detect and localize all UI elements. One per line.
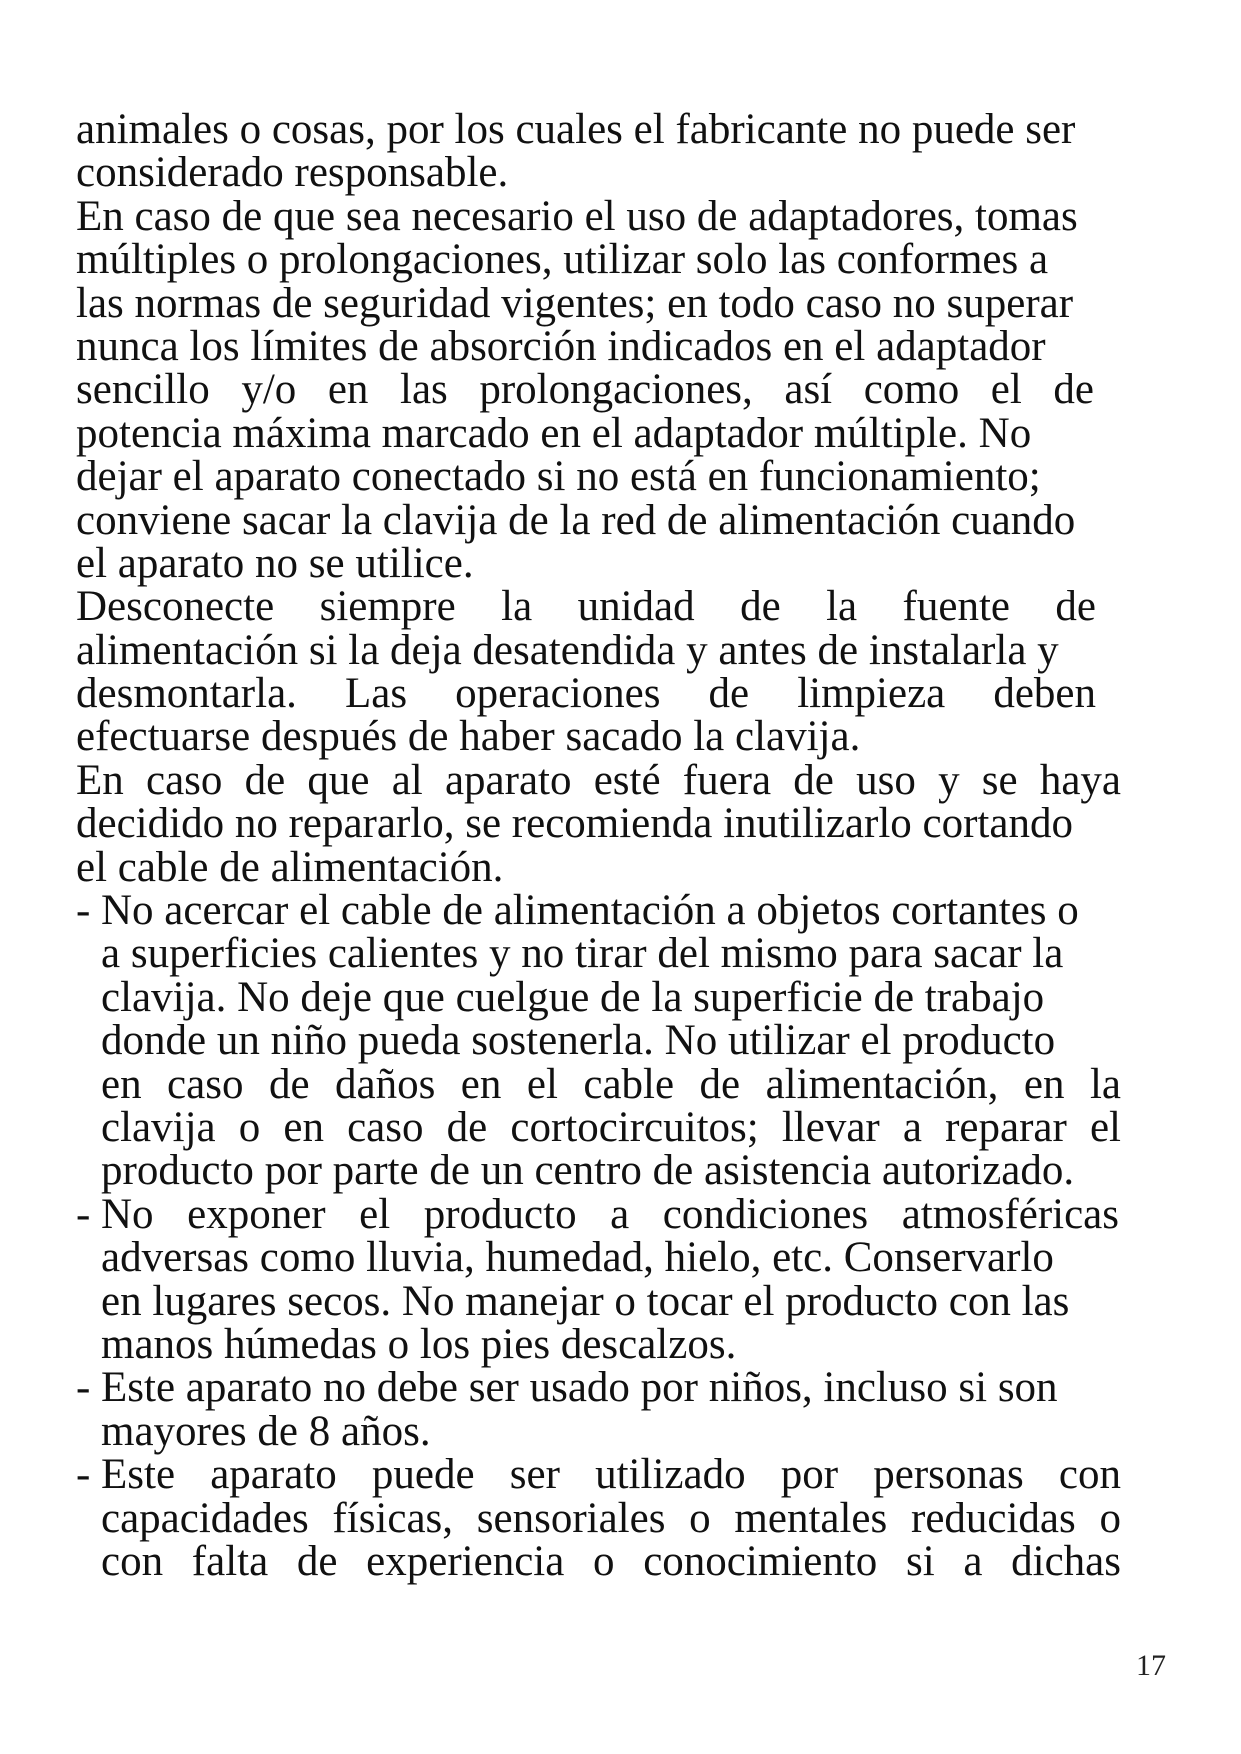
page-number: 17 [1136,1649,1166,1682]
bullet-dash: - [76,1190,91,1238]
text-line: donde un niño pueda sostenerla. No utilizar el producto [101,1017,1056,1065]
bullet-text [76,889,1176,1193]
text-line: desmontarla. Las operaciones de limpieza deben [76,670,1096,718]
bullet-dash: - [76,1451,91,1499]
document-body [76,108,1176,1583]
text-line: con falta de experiencia o conocimiento si a dichas [101,1537,1121,1585]
paragraph-2 [76,192,1176,587]
text-line: decidido no repararlo, se recomienda inutilizarlo cortando [76,800,1073,848]
text-line: manos húmedas o los pies descalzos. [101,1320,737,1368]
text-line: animales o cosas, por los cuales el fabricante no puede ser [76,106,1076,153]
text-line: dejar el aparato conectado si no está en funcionamiento; [76,453,1041,501]
paragraph-4 [76,756,1176,891]
paragraph-3 [76,585,1176,759]
paragraph-1 [76,108,1176,195]
text-line: a superficies calientes y no tirar del mismo para sacar la [101,930,1064,978]
bullet-item [76,1190,1176,1368]
text-line: No acercar el cable de alimentación a objetos cortantes o [101,887,1079,935]
text-line: adversas como lluvia, humedad, hielo, etc. Conservarlo [101,1234,1054,1282]
text-line: alimentación si la deja desatendida y antes de instalarla y [76,626,1059,674]
text-line: mayores de 8 años. [101,1407,431,1455]
text-line: el cable de alimentación. [76,843,504,891]
text-line: el aparato no se utilice. [76,539,474,587]
bullet-dash: - [76,1364,91,1412]
text-line: en lugares secos. No manejar o tocar el producto con las [101,1277,1070,1325]
text-line: las normas de seguridad vigentes; en todo caso no superar [76,279,1074,327]
text-line: clavija o en caso de cortocircuitos; llevar a reparar el [101,1103,1121,1151]
text-line: En caso de que al aparato esté fuera de uso y se haya [76,756,1121,804]
text-line: No exponer el producto a condiciones atmosféricas [101,1190,1119,1238]
text-line: Este aparato no debe ser usado por niños, incluso si son [101,1364,1058,1412]
text-line: clavija. No deje que cuelgue de la superficie de trabajo [101,973,1045,1021]
bullet-text [76,1366,1176,1453]
text-line: considerado responsable. [76,149,509,197]
bullet-text [76,1453,1176,1583]
bullet-item [76,1366,1176,1453]
text-line: efectuarse después de haber sacado la clavija. [76,713,861,761]
text-line: En caso de que sea necesario el uso de adaptadores, tomas [76,192,1078,240]
text-line: en caso de daños en el cable de alimentación, en la [101,1060,1121,1108]
text-line: múltiples o prolongaciones, utilizar solo las conformes a [76,236,1049,284]
bullet-item [76,1453,1176,1583]
bullet-dash: - [76,887,91,935]
text-line: conviene sacar la clavija de la red de alimentación cuando [76,496,1076,544]
bullet-text [76,1190,1176,1368]
text-line: potencia máxima marcado en el adaptador múltiple. No [76,409,1032,457]
text-line: nunca los límites de absorción indicados en el adaptador [76,322,1046,370]
text-line: sencillo y/o en las prolongaciones, así como el de [76,366,1094,414]
bullet-item [76,889,1176,1193]
text-line: producto por parte de un centro de asistencia autorizado. [101,1147,1075,1195]
text-line: Desconecte siempre la unidad de la fuente de [76,583,1096,631]
text-line: capacidades físicas, sensoriales o mentales reducidas o [101,1494,1121,1542]
text-line: Este aparato puede ser utilizado por personas con [101,1451,1121,1499]
